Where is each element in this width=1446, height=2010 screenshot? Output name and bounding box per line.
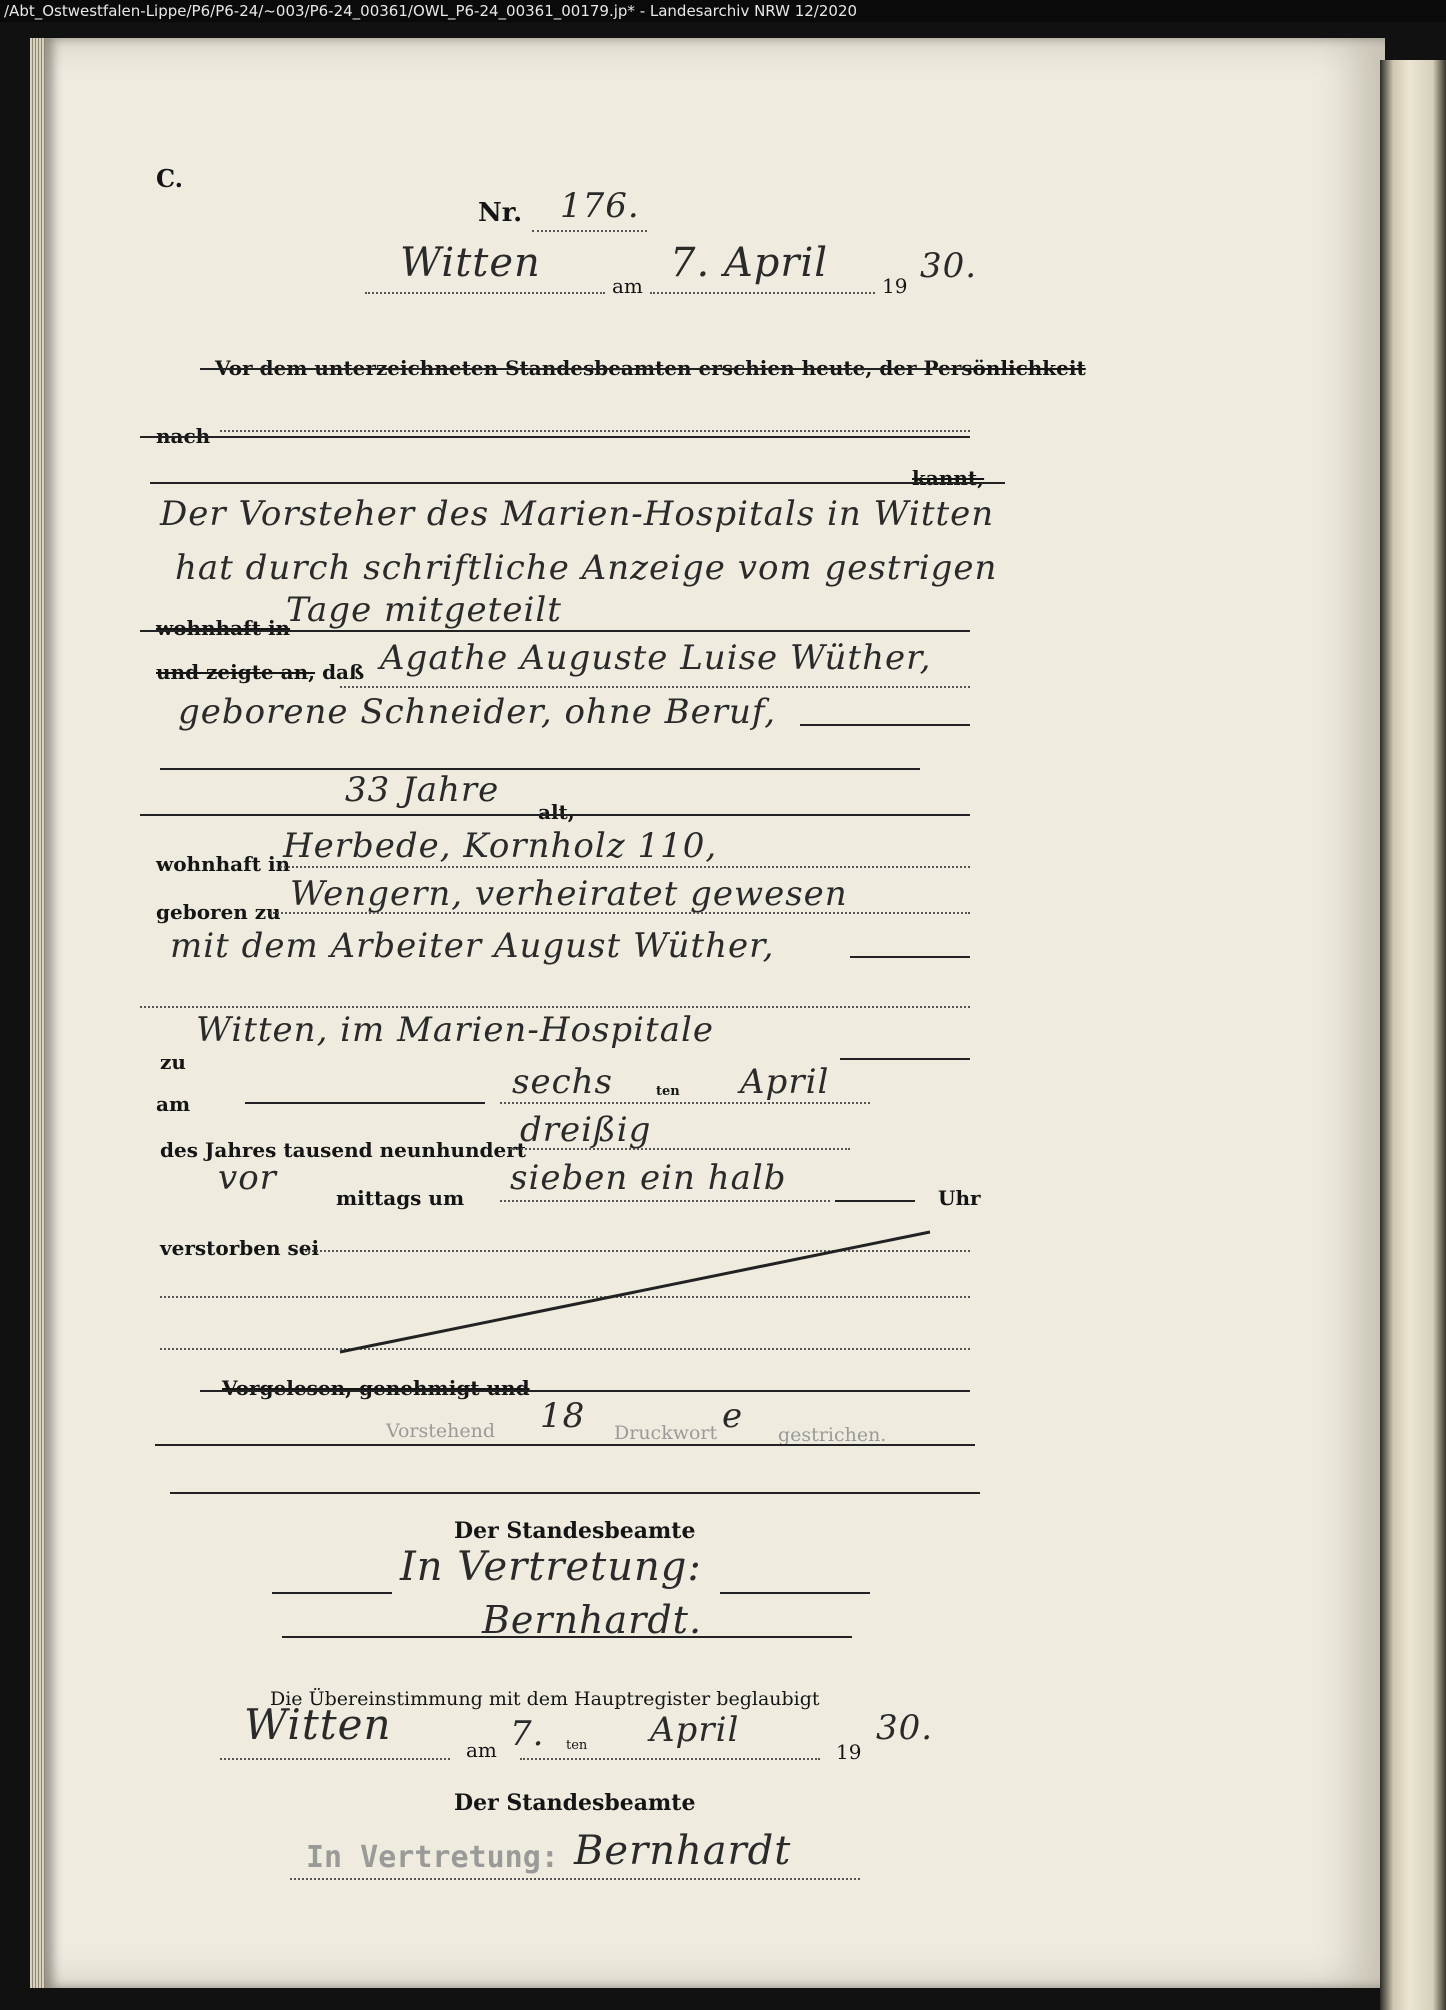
date: 7. April (670, 240, 829, 286)
jahres-label: des Jahres tausend neunhundert (160, 1138, 527, 1162)
form-letter: C. (156, 164, 184, 193)
mittags-label: mittags um (336, 1186, 465, 1210)
in-vertretung-stamp: In Vertretung: (306, 1840, 559, 1875)
window-title: /Abt_Ostwestfalen-Lippe/P6/P6-24/~003/P6-24_00361/OWL_P6-24_00361_00179.jp* - Landesarchiv NRW 12/2020 (0, 0, 1446, 22)
year-suffix: 30. (920, 246, 978, 286)
zu-label: zu (160, 1050, 186, 1074)
spouse: mit dem Arbeiter August Wüther, (170, 926, 775, 966)
death-day: sechs (512, 1062, 613, 1102)
death-time: sieben ein halb (510, 1158, 787, 1198)
vor-value: vor (218, 1158, 277, 1198)
wohnhaft-label-1: wohnhaft in (156, 616, 291, 640)
vorgelesen-label: Vorgelesen, genehmigt und (222, 1376, 530, 1400)
signature-1b: Bernhardt. (482, 1598, 703, 1642)
cert-year-suffix: 30. (876, 1708, 934, 1748)
gestrichen-label: gestrichen. (778, 1424, 887, 1446)
signature-1a: In Vertretung: (400, 1544, 702, 1590)
cert-month: April (650, 1710, 740, 1750)
cert-am-label: am (466, 1738, 497, 1762)
cert-place: Witten (244, 1700, 392, 1749)
age: 33 Jahre (345, 770, 500, 810)
informant-line-3: Tage mitgeteilt (286, 590, 562, 630)
druckwort-label: Druckwort (614, 1422, 718, 1444)
standesbeamte-title-1: Der Standesbeamte (454, 1518, 696, 1544)
death-month: April (740, 1062, 830, 1102)
ten-suffix: ten (656, 1084, 680, 1099)
birthplace: Wengern, verheiratet gewesen (290, 874, 848, 914)
nr-label: Nr. (478, 198, 523, 228)
vorstehend-number: 18 (540, 1396, 586, 1436)
kannt-label: kannt, (912, 466, 985, 490)
informant-line-2: hat durch schriftliche Anzeige vom gestrigen (175, 548, 998, 588)
residence: Herbede, Kornholz 110, (283, 826, 718, 866)
dass-label: daß (322, 660, 365, 684)
geboren-label: geboren zu (156, 900, 281, 924)
place: Witten (400, 240, 541, 286)
am-label-2: am (156, 1092, 191, 1116)
uhr-label: Uhr (938, 1186, 981, 1210)
druckwort-number: e (722, 1396, 744, 1436)
alt-label: alt, (538, 800, 575, 824)
verstorben-label: verstorben sei (160, 1236, 320, 1260)
nr-value: 176. (560, 186, 640, 226)
deceased-line-2: geborene Schneider, ohne Beruf, (178, 692, 777, 732)
uebereinstimmung-text: Die Übereinstimmung mit dem Hauptregister beglaubigt (270, 1688, 820, 1710)
wohnhaft-label-2: wohnhaft in (156, 852, 291, 876)
und-zeigte-an: und zeigte an, (156, 660, 316, 684)
cert-ten-suffix: ten (566, 1738, 588, 1753)
death-place: Witten, im Marien-Hospitale (196, 1010, 714, 1050)
standesbeamte-title-2: Der Standesbeamte (454, 1790, 696, 1816)
intro-text: Vor dem unterzeichneten Standesbeamten erschien heute, der Persönlichkeit (215, 356, 1086, 380)
year-prefix: 19 (882, 274, 908, 298)
cert-year-prefix: 19 (836, 1740, 862, 1764)
nach-label: nach (156, 424, 211, 448)
deceased-line-1: Agathe Auguste Luise Wüther, (380, 638, 932, 678)
am-label: am (612, 274, 643, 298)
cert-day: 7. (510, 1714, 545, 1754)
vorstehend-label: Vorstehend (386, 1420, 496, 1442)
signature-2: Bernhardt (574, 1828, 792, 1874)
death-year: dreißig (520, 1110, 652, 1150)
informant-line-1: Der Vorsteher des Marien-Hospitals in Witten (160, 494, 995, 534)
